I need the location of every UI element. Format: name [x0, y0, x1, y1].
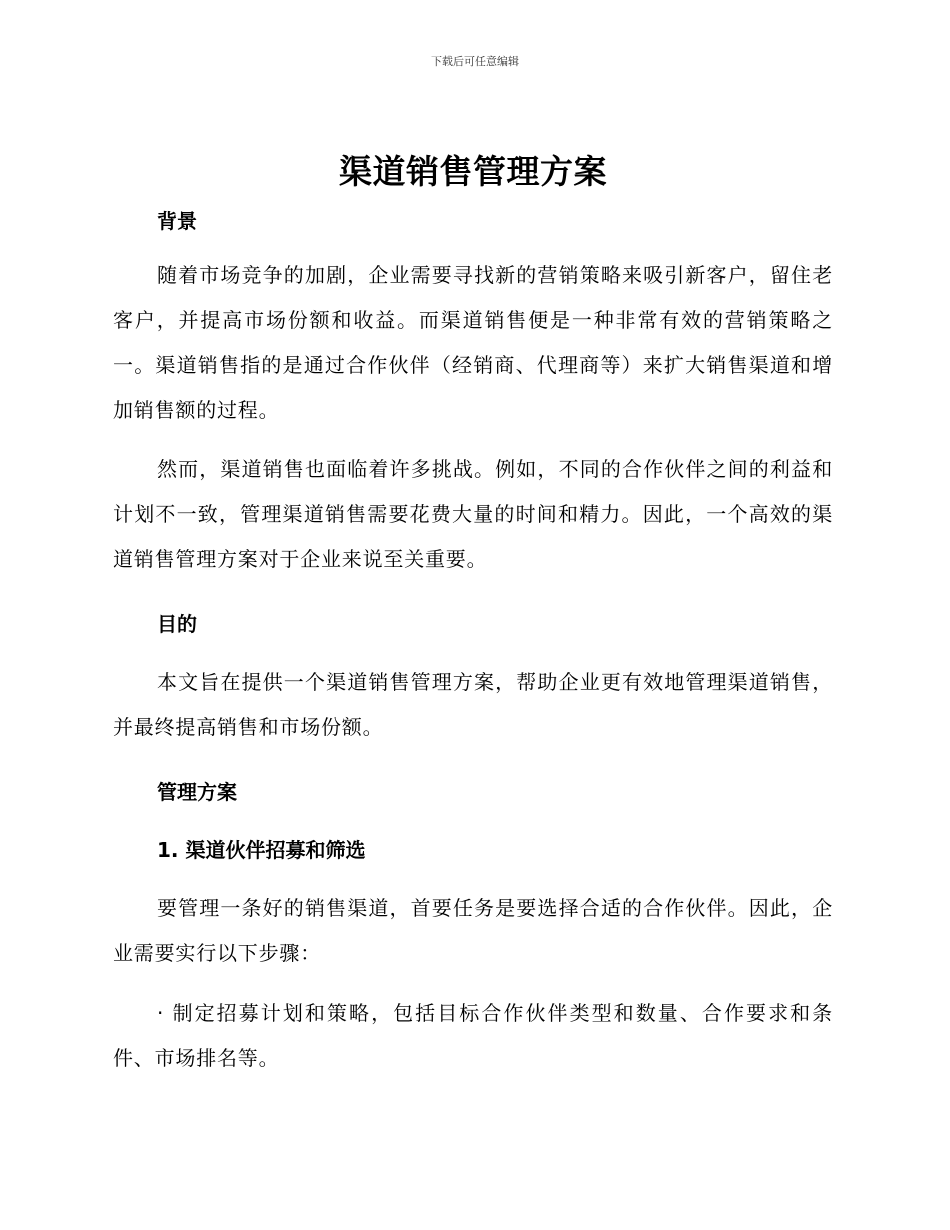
subsection-heading-partner-recruitment: 1. 渠道伙伴招募和筛选 — [157, 838, 366, 862]
paragraph-background-1: 随着市场竞争的加剧，企业需要寻找新的营销策略来吸引新客户，留住老客户，并提高市场份额和收益。而渠道销售便是一种非常有效的营销策略之一。渠道销售指的是通过合作伙伴（经销商、代理商等）来扩大销售渠道和增加销售额的过程。 — [113, 263, 833, 422]
section-heading-plan: 管理方案 — [157, 780, 237, 804]
paragraph-partner-recruitment-1: 要管理一条好的销售渠道，首要任务是要选择合适的合作伙伴。因此，企业需要实行以下步骤： — [113, 896, 833, 965]
section-heading-goal: 目的 — [157, 612, 197, 636]
paragraph-background-2: 然而，渠道销售也面临着许多挑战。例如，不同的合作伙伴之间的利益和计划不一致，管理渠道销售需要花费大量的时间和精力。因此，一个高效的渠道销售管理方案对于企业来说至关重要。 — [113, 457, 833, 571]
document-body — [113, 152, 833, 1081]
bullet-recruitment-plan: · 制定招募计划和策略，包括目标合作伙伴类型和数量、合作要求和条件、市场排名等。 — [113, 1001, 833, 1070]
paragraph-goal-1: 本文旨在提供一个渠道销售管理方案，帮助企业更有效地管理渠道销售，并最终提高销售和市场份额。 — [113, 670, 833, 739]
section-heading-background: 背景 — [157, 209, 197, 233]
header-note: 下载后可任意编辑 — [431, 55, 519, 68]
document-title: 渠道销售管理方案 — [339, 152, 607, 191]
